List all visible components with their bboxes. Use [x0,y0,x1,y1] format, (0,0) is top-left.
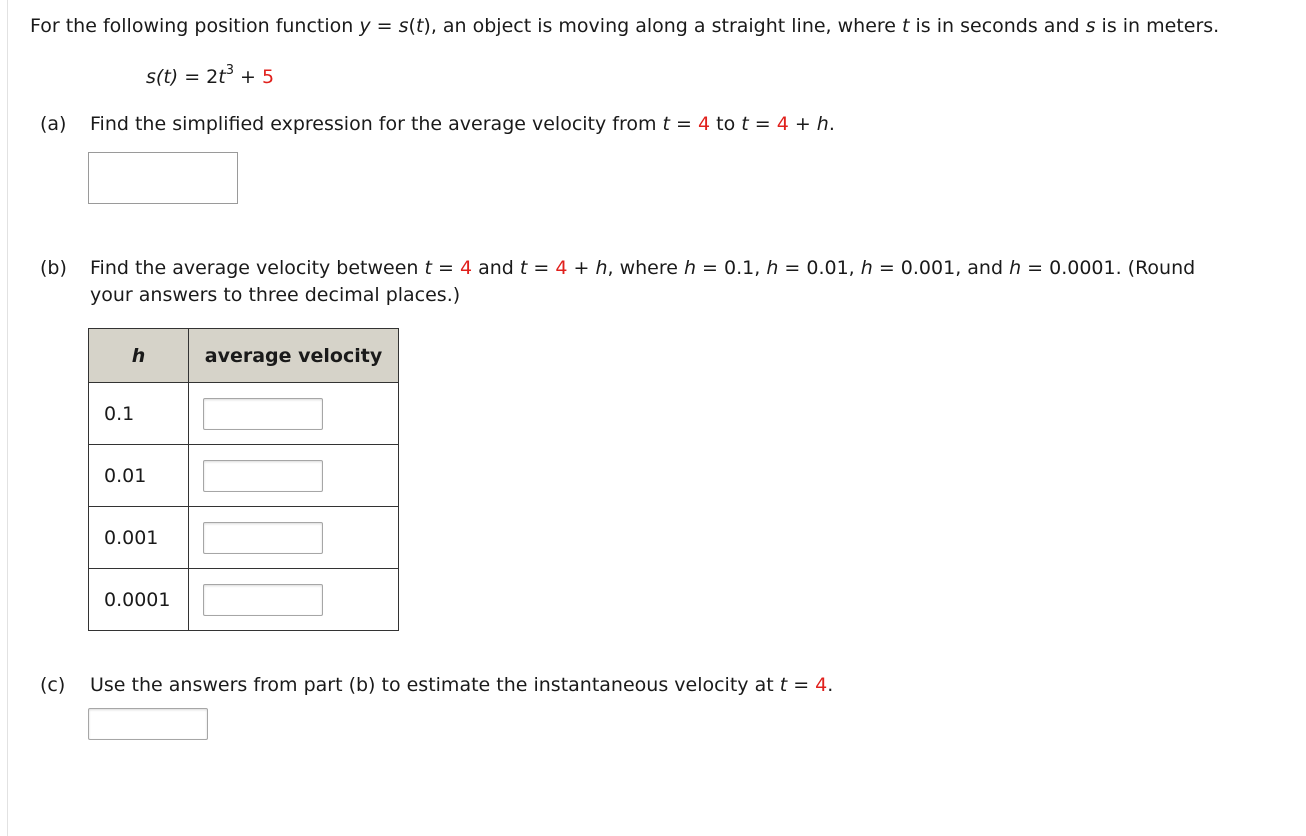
value-red: 4 [459,257,473,279]
header-h-label: h [131,344,146,367]
var-h: h [595,257,608,279]
h-value-cell: 0.1 [89,383,189,445]
part-b-label: (b) [40,257,67,279]
part-b-text: = 0.01, [778,257,861,279]
velocity-cell [189,569,399,631]
table-row [89,569,399,631]
var-t: t [779,674,788,696]
var-t: t [519,257,528,279]
var-t: t [415,15,424,37]
part-b-text: = 0.0001. (Round [1021,257,1196,279]
position-formula [146,64,274,90]
value-red: 4 [698,113,711,135]
intro-text: is in meters. [1095,15,1220,37]
table-header-row [89,329,399,383]
paren: ) [423,15,431,37]
var-h: h [766,257,779,279]
intro-text: is in seconds and [909,15,1086,37]
table-row [89,445,399,507]
paren: ( [408,15,416,37]
var-h: h [816,113,829,135]
velocity-input-0.01[interactable] [203,460,323,492]
var-s: s [398,15,409,37]
var-s: s [146,66,156,88]
part-b-text: = 0.1, [696,257,767,279]
equals: = [748,113,777,135]
part-b-text: Find the average velocity between [90,257,425,279]
var-h: h [1009,257,1022,279]
part-b-prompt-line2: your answers to three decimal places.) [90,284,461,306]
var-h: h [683,257,697,279]
formula-coef: = 2 [178,66,219,88]
var-h: h [860,257,873,279]
velocity-cell [189,383,399,445]
question-panel [7,0,1306,836]
table-row [89,383,399,445]
part-a-label: (a) [40,113,67,135]
var-s: s [1085,15,1096,37]
var-t: t [741,113,749,135]
intro-text: , an object is moving along a straight line, where [430,15,903,37]
part-a-text: to [710,113,742,135]
equals: = [670,113,698,135]
table-row [89,507,399,569]
part-b-text: and [472,257,520,279]
period: . [827,674,834,696]
part-c-text: Use the answers from part (b) to estimate the instantaneous velocity at [90,674,780,696]
intro-text: For the following position function [30,15,360,37]
plus: + [788,113,817,135]
var-y: y [359,15,371,37]
formula-constant: 5 [262,66,275,88]
var-t: t [902,15,910,37]
velocity-input-0.001[interactable] [203,522,323,554]
problem-intro [30,13,1219,39]
part-a-answer-input[interactable] [88,152,238,204]
h-value-cell: 0.01 [89,445,189,507]
part-c-prompt [40,672,833,698]
value-red: 4 [815,674,828,696]
velocity-cell [189,507,399,569]
velocity-input-0.1[interactable] [203,398,323,430]
part-b-text: , where [607,257,684,279]
h-value-cell: 0.001 [89,507,189,569]
average-velocity-table [88,328,399,631]
equals: = [787,674,816,696]
period: . [828,113,835,135]
part-c-answer-input[interactable] [88,708,208,740]
equals: = [431,257,460,279]
plus: + [567,257,596,279]
h-value-cell: 0.0001 [89,569,189,631]
plus: + [234,66,263,88]
velocity-cell [189,445,399,507]
equals: = [527,257,556,279]
var-t: t [424,257,432,279]
part-b-text: = 0.001, and [872,257,1010,279]
equals: = [370,15,399,37]
header-h [89,329,189,383]
part-b-prompt [40,255,1195,281]
formula-arg: (t) [155,66,179,88]
part-a-text: Find the simplified expression for the average velocity from [90,113,663,135]
velocity-input-0.0001[interactable] [203,584,323,616]
part-a-prompt [40,111,835,137]
value-red: 4 [776,113,789,135]
var-t: t [662,113,670,135]
exponent: 3 [225,62,235,78]
part-c-label: (c) [40,674,66,696]
header-average-velocity: average velocity [189,329,399,383]
value-red: 4 [555,257,568,279]
var-t: t [218,66,226,88]
